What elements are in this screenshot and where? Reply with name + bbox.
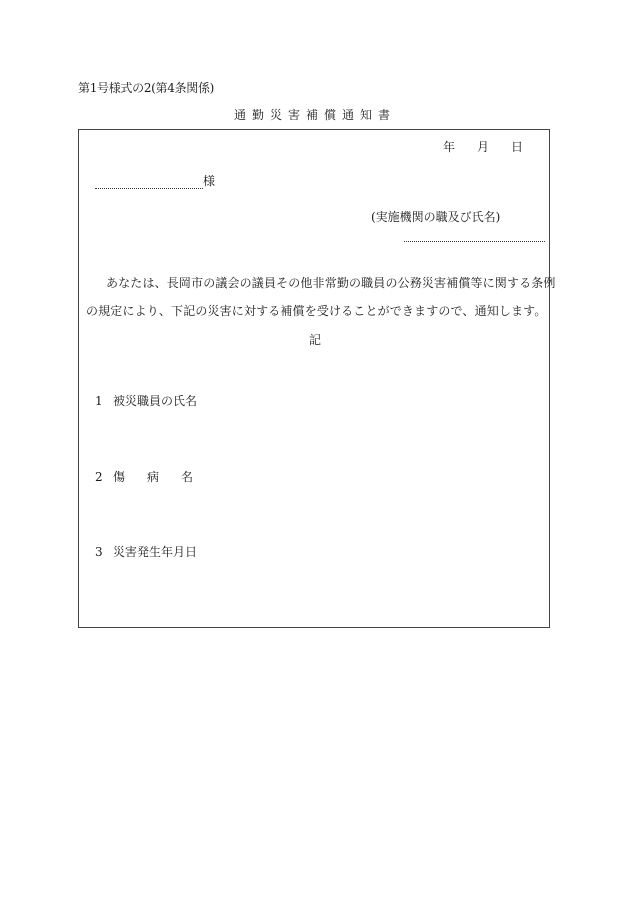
form-number: 第1号様式の2(第4条関係) <box>78 81 215 95</box>
item-victim-name <box>95 392 197 409</box>
document-title: 通勤災害補償通知書 <box>233 108 396 122</box>
institution-name-blank <box>404 231 545 242</box>
notice-body <box>86 269 556 325</box>
date-line <box>443 138 523 155</box>
item-number: 2 <box>95 470 103 484</box>
addressee-honorific: 様 <box>203 174 216 188</box>
institution-label: (実施機関の職及び氏名) <box>371 210 501 224</box>
date-year-label: 年 <box>442 140 455 154</box>
item-label: 被災職員の氏名 <box>113 394 198 408</box>
notice-body-line-1: あなたは、長岡市の議会の議員その他非常勤の職員の公務災害補償等に関する条例 <box>106 276 556 290</box>
notice-body-line-2: の規定により、下記の災害に対する補償を受けることができますので、通知します。 <box>86 304 547 318</box>
ki-heading: 記 <box>308 333 321 347</box>
date-month-label: 月 <box>476 140 489 154</box>
item-number: 3 <box>95 545 103 559</box>
addressee-line <box>95 172 215 189</box>
date-day-label: 日 <box>510 140 523 154</box>
item-number: 1 <box>95 394 103 408</box>
item-label: 災害発生年月日 <box>113 545 198 559</box>
addressee-name-blank <box>95 177 203 189</box>
item-accident-date <box>95 543 197 560</box>
item-injury-name <box>95 468 215 485</box>
item-label: 傷病名 <box>113 470 216 484</box>
